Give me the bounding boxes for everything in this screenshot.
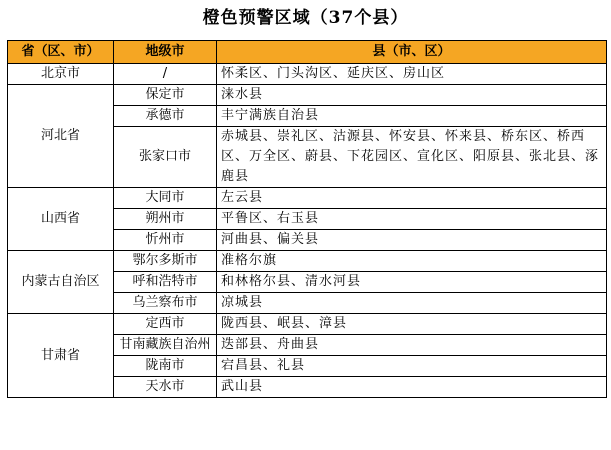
page-title: 橙色预警区域（37个县） bbox=[202, 8, 409, 28]
county-cell: 陇西县、岷县、漳县 bbox=[217, 314, 607, 335]
city-cell: 朔州市 bbox=[114, 209, 217, 230]
county-cell: 涞水县 bbox=[217, 85, 607, 106]
city-cell: 忻州市 bbox=[114, 230, 217, 251]
province-cell: 山西省 bbox=[8, 188, 114, 251]
province-cell: 甘肃省 bbox=[8, 314, 114, 398]
city-cell: 陇南市 bbox=[114, 356, 217, 377]
province-cell: 内蒙古自治区 bbox=[8, 251, 114, 314]
warning-region-table bbox=[7, 40, 607, 398]
table-row bbox=[8, 251, 607, 272]
city-cell: 承德市 bbox=[114, 106, 217, 127]
city-cell: / bbox=[114, 64, 217, 85]
city-cell: 甘南藏族自治州 bbox=[114, 335, 217, 356]
city-cell: 天水市 bbox=[114, 377, 217, 398]
county-cell: 怀柔区、门头沟区、延庆区、房山区 bbox=[217, 64, 607, 85]
table-row bbox=[8, 188, 607, 209]
column-header-city: 地级市 bbox=[114, 41, 217, 64]
county-cell: 宕昌县、礼县 bbox=[217, 356, 607, 377]
county-cell: 准格尔旗 bbox=[217, 251, 607, 272]
city-cell: 定西市 bbox=[114, 314, 217, 335]
county-cell: 和林格尔县、清水河县 bbox=[217, 272, 607, 293]
city-cell: 呼和浩特市 bbox=[114, 272, 217, 293]
city-cell: 保定市 bbox=[114, 85, 217, 106]
city-cell: 张家口市 bbox=[114, 127, 217, 188]
county-cell: 丰宁满族自治县 bbox=[217, 106, 607, 127]
county-cell: 河曲县、偏关县 bbox=[217, 230, 607, 251]
table-row bbox=[8, 314, 607, 335]
table-row bbox=[8, 85, 607, 106]
column-header-county: 县（市、区） bbox=[217, 41, 607, 64]
city-cell: 大同市 bbox=[114, 188, 217, 209]
province-cell: 河北省 bbox=[8, 85, 114, 188]
county-cell: 平鲁区、右玉县 bbox=[217, 209, 607, 230]
county-cell: 赤城县、崇礼区、沽源县、怀安县、怀来县、桥东区、桥西区、万全区、蔚县、下花园区、宣化区、阳原县、张北县、涿鹿县 bbox=[217, 127, 607, 188]
county-cell: 迭部县、舟曲县 bbox=[217, 335, 607, 356]
county-cell: 左云县 bbox=[217, 188, 607, 209]
table-header-row bbox=[8, 41, 607, 64]
city-cell: 乌兰察布市 bbox=[114, 293, 217, 314]
county-cell: 武山县 bbox=[217, 377, 607, 398]
county-cell: 凉城县 bbox=[217, 293, 607, 314]
city-cell: 鄂尔多斯市 bbox=[114, 251, 217, 272]
table-row bbox=[8, 64, 607, 85]
province-cell: 北京市 bbox=[8, 64, 114, 85]
column-header-province: 省（区、市） bbox=[8, 41, 114, 64]
